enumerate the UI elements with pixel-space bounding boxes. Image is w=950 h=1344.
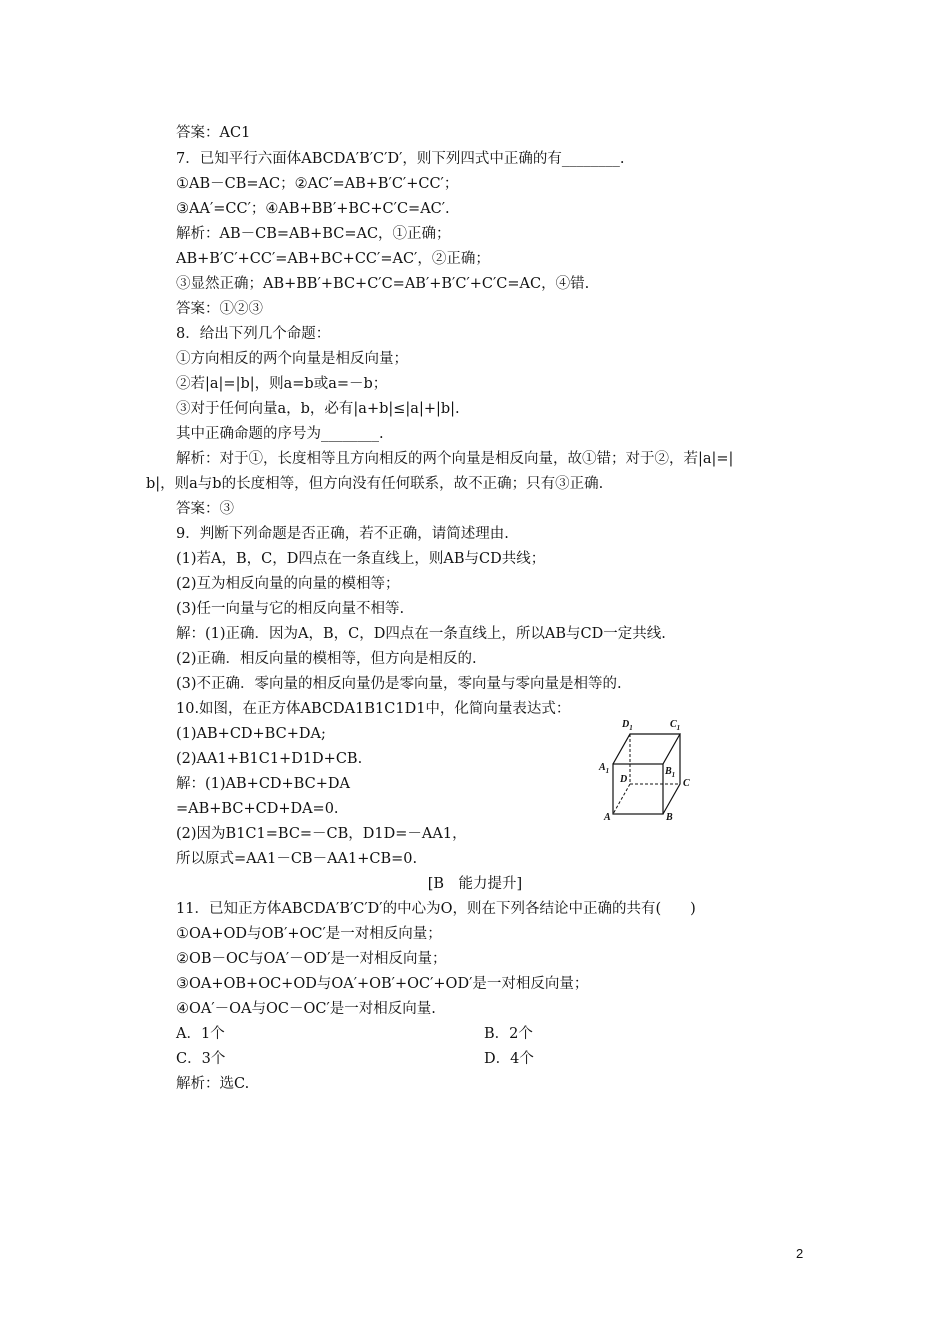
sub-question: (1)若A，B，C，D四点在一条直线上，则AB与CD共线； [176, 551, 546, 567]
solution-line: 解析：对于①，长度相等且方向相反的两个向量是相反向量，故①错；对于②，若|a|=| [176, 451, 734, 467]
solution-line: AB+B′C′+CC′=AB+BC+CC′=AC′，②正确； [176, 251, 490, 267]
label-c: C [683, 778, 690, 789]
solution-line: ③显然正确；AB+BB′+BC+C′C=AB′+B′C′+C′C=AC，④错. [176, 276, 590, 292]
solution-line: 解：(1)正确．因为A，B，C，D四点在一条直线上，所以AB与CD一定共线. [176, 626, 666, 642]
statement-line: ③OA+OB+OC+OD与OA′+OB′+OC′+OD′是一对相反向量； [176, 976, 589, 992]
answer-line: 答案：AC1 [176, 125, 251, 141]
option-a: A．1个 [176, 1026, 225, 1042]
statement-line: ②OB－OC与OA′－OD′是一对相反向量； [176, 951, 447, 967]
solution-line: (2)正确．相反向量的模相等，但方向是相反的. [176, 651, 477, 667]
option-b: B．2个 [484, 1026, 533, 1042]
statement-line: ④OA′－OA与OC－OC′是一对相反向量. [176, 1001, 436, 1017]
cube-hidden-edge [613, 784, 630, 814]
sub-question: (3)任一向量与它的相反向量不相等. [176, 601, 405, 617]
cube-diagram [596, 714, 696, 824]
cube-figure [596, 714, 696, 824]
solution-line: b|，则a与b的长度相等，但方向没有任何联系，故不正确；只有③正确. [146, 476, 604, 492]
answer-line: 答案：③ [176, 501, 234, 517]
label-b1: $B_1$ [665, 766, 676, 779]
proposition-line: ①方向相反的两个向量是相反向量； [176, 351, 408, 367]
label-a1: $A_1$ [599, 762, 610, 775]
solution-line: =AB+BC+CD+DA=0. [176, 801, 339, 817]
solution-line: 解析：AB－CB=AB+BC=AC，①正确； [176, 226, 451, 242]
section-heading: [B 能力提升] [427, 876, 523, 892]
solution-line: 解析：选C. [176, 1076, 250, 1092]
sub-question: (2)互为相反向量的向量的模相等； [176, 576, 400, 592]
cube-top-face [613, 734, 680, 764]
question-8: 8．给出下列几个命题： [176, 326, 331, 342]
question-7: 7．已知平行六面体ABCDA′B′C′D′，则下列四式中正确的有________. [176, 151, 625, 167]
solution-line: 解：(1)AB+CD+BC+DA [176, 776, 350, 792]
page-number: 2 [796, 1246, 804, 1261]
solution-line: (2)因为B1C1=BC=－CB，D1D=－AA1， [176, 826, 467, 842]
question-7-options-2: ③AA′=CC′；④AB+BB′+BC+C′C=AC′. [176, 201, 450, 217]
proposition-line: ②若|a|=|b|，则a=b或a=－b； [176, 376, 388, 392]
option-d: D．4个 [484, 1051, 534, 1067]
question-prompt: 其中正确命题的序号为________. [176, 426, 384, 442]
proposition-line: ③对于任何向量a，b，必有|a+b|≤|a|+|b|. [176, 401, 460, 417]
option-c: C．3个 [176, 1051, 226, 1067]
cube-front-face [613, 764, 663, 814]
solution-line: (3)不正确．零向量的相反向量仍是零向量，零向量与零向量是相等的. [176, 676, 622, 692]
question-11: 11．已知正方体ABCDA′B′C′D′的中心为O，则在下列各结论中正确的共有( ) [176, 901, 696, 917]
label-d1: $D_1$ [622, 719, 633, 732]
solution-line: 所以原式=AA1－CB－AA1+CB=0. [176, 851, 418, 867]
question-9: 9．判断下列命题是否正确，若不正确，请简述理由. [176, 526, 509, 542]
label-c1: $C_1$ [670, 719, 681, 732]
statement-line: ①OA+OD与OB′+OC′是一对相反向量； [176, 926, 442, 942]
label-a: A [604, 812, 611, 823]
sub-question: (1)AB+CD+BC+DA; [176, 726, 326, 742]
label-d: D [620, 774, 628, 785]
sub-question: (2)AA1+B1C1+D1D+CB. [176, 751, 363, 767]
answer-line: 答案：①②③ [176, 301, 263, 317]
question-7-options-1: ①AB－CB=AC；②AC′=AB+B′C′+CC′； [176, 176, 459, 192]
question-10: 10.如图，在正方体ABCDA1B1C1D1中，化简向量表达式： [176, 701, 571, 717]
label-b: B [666, 812, 673, 823]
